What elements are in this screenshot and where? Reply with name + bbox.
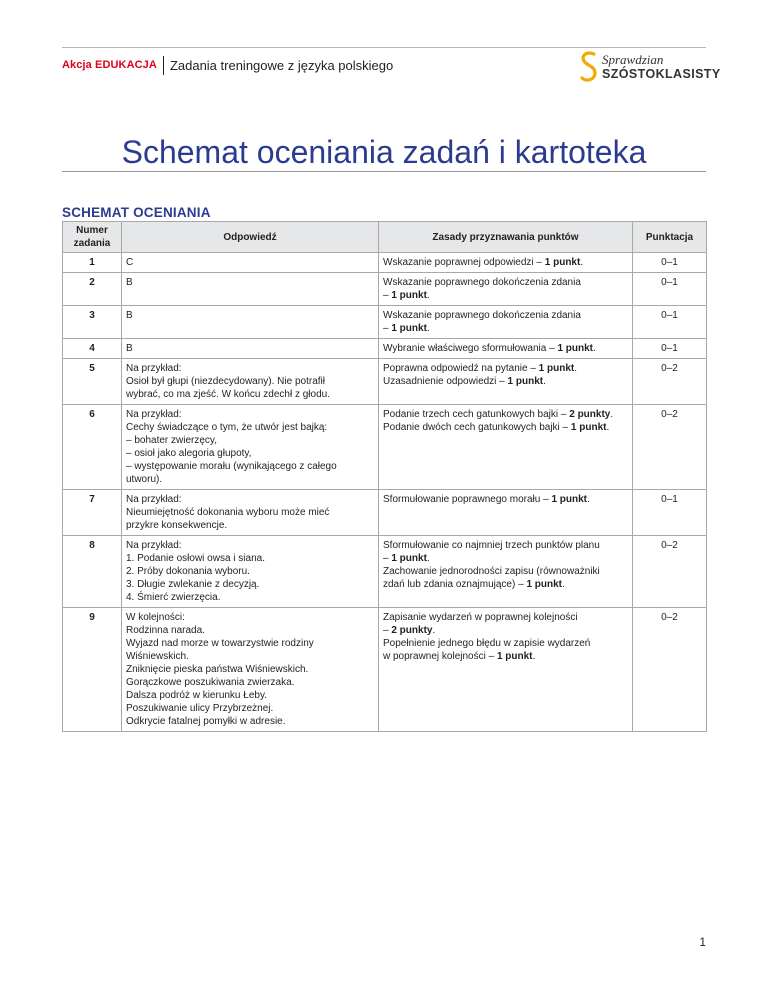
rule-line [383, 289, 628, 302]
rule-line [383, 565, 628, 578]
answer-cell [122, 608, 379, 732]
rules-cell [379, 405, 633, 490]
rule-points: 2 punkty [569, 409, 611, 420]
points-range: 0–2 [633, 608, 707, 732]
table-row [63, 253, 707, 273]
rules-cell [379, 306, 633, 339]
rule-points: 1 punkt [507, 376, 544, 387]
rule-points: 1 punkt [526, 579, 562, 590]
points-range: 0–2 [633, 359, 707, 405]
answer-line: Nieumiejętność dokonania wyboru może mieć [126, 507, 330, 518]
rule-line [383, 624, 628, 637]
rule-line [383, 342, 628, 355]
points-range: 0–1 [633, 490, 707, 536]
answer-line: 2. Próby dokonania wyboru. [126, 566, 250, 577]
rules-cell [379, 273, 633, 306]
answer-line: wybrać, co ma zjeść. W końcu zdechł z głodu. [126, 389, 330, 400]
answer-line: B [126, 277, 133, 288]
rule-text: Zachowanie jednorodności zapisu (równoważniki [383, 566, 600, 577]
table-row [63, 608, 707, 732]
answer-line: – występowanie morału (wynikającego z całego [126, 461, 337, 472]
page-number: 1 [699, 935, 706, 949]
rule-text: Wskazanie poprawnego dokończenia zdania [383, 310, 581, 321]
answer-line: Rodzinna narada. [126, 625, 205, 636]
rule-text: Sformułowanie co najmniej trzech punktów planu [383, 540, 600, 551]
header-answer: Odpowiedź [122, 222, 379, 253]
rule-text: – [383, 323, 392, 334]
header-rules: Zasady przyznawania punktów [379, 222, 633, 253]
answer-line: B [126, 343, 133, 354]
task-number: 2 [63, 273, 122, 306]
header-divider [163, 56, 164, 75]
answer-cell [122, 405, 379, 490]
points-range: 0–1 [633, 253, 707, 273]
task-number: 7 [63, 490, 122, 536]
rules-cell [379, 490, 633, 536]
answer-cell [122, 306, 379, 339]
answer-cell [122, 253, 379, 273]
rule-line [383, 650, 628, 663]
rule-text: – [383, 290, 392, 301]
points-range: 0–2 [633, 536, 707, 608]
answer-line: Gorączkowe poszukiwania zwierzaka. [126, 677, 295, 688]
answer-line: Osioł był głupi (niezdecydowany). Nie potrafił [126, 376, 325, 387]
rule-text: Wybranie właściwego sformułowania – [383, 343, 558, 354]
table-row [63, 306, 707, 339]
table-row [63, 359, 707, 405]
rule-text: Uzasadnienie odpowiedzi – [383, 376, 508, 387]
sprawdzian-logo [580, 50, 721, 84]
rule-text: Zapisanie wydarzeń w poprawnej kolejności [383, 612, 578, 623]
rule-text: Wskazanie poprawnego dokończenia zdania [383, 277, 581, 288]
points-range: 0–1 [633, 306, 707, 339]
points-range: 0–2 [633, 405, 707, 490]
rule-text: Wskazanie poprawnej odpowiedzi – [383, 257, 545, 268]
rule-punct: . [610, 409, 614, 420]
answer-line: Poszukiwanie ulicy Przybrzeżnej. [126, 703, 274, 714]
answer-line: Odkrycie fatalnej pomyłki w adresie. [126, 716, 286, 727]
task-number: 1 [63, 253, 122, 273]
rule-line [383, 421, 628, 434]
answer-line: C [126, 257, 134, 268]
table-header-row [63, 222, 707, 253]
section-heading: SCHEMAT OCENIANIA [62, 205, 211, 220]
rule-punct: . [426, 553, 430, 564]
table-row [63, 339, 707, 359]
rule-text: Popełnienie jednego błędu w zapisie wydarzeń [383, 638, 591, 649]
rule-line [383, 408, 628, 421]
table-row [63, 490, 707, 536]
rule-line [383, 539, 628, 552]
rule-line [383, 362, 628, 375]
answer-line: B [126, 310, 133, 321]
rule-line [383, 552, 628, 565]
rule-line [383, 578, 628, 591]
table-row [63, 273, 707, 306]
header-top-rule [62, 47, 706, 48]
rule-points: 1 punkt [570, 422, 607, 433]
rule-punct: . [562, 579, 565, 590]
scoring-table [62, 221, 707, 732]
logo-text-sprawdzian: Sprawdzian [602, 52, 664, 67]
rules-cell [379, 536, 633, 608]
answer-line: – osioł jako alegoria głupoty, [126, 448, 252, 459]
header-number: Numer zadania [63, 222, 122, 253]
answer-line: Dalsza podróż w kierunku Łeby. [126, 690, 267, 701]
rule-punct: . [606, 422, 610, 433]
answer-line: Na przykład: [126, 494, 182, 505]
header-points: Punktacja [633, 222, 707, 253]
answer-line: – bohater zwierzęcy, [126, 435, 217, 446]
rule-text: Sformułowanie poprawnego morału – [383, 494, 552, 505]
rules-cell [379, 608, 633, 732]
answer-cell [122, 339, 379, 359]
answer-line: Na przykład: [126, 363, 182, 374]
rule-points: 2 punkty [391, 625, 433, 636]
task-number: 3 [63, 306, 122, 339]
answer-line: utworu). [126, 474, 163, 485]
rule-points: 1 punkt [557, 343, 593, 354]
rule-text: – [383, 625, 392, 636]
header-subtitle: Zadania treningowe z języka polskiego [169, 57, 394, 73]
rule-text: – [383, 553, 392, 564]
rule-punct: . [580, 257, 584, 268]
rule-punct: . [432, 625, 436, 636]
rule-points: 1 punkt [551, 494, 587, 505]
running-header [62, 55, 393, 75]
answer-cell [122, 490, 379, 536]
rule-punct: . [532, 651, 536, 662]
answer-cell [122, 359, 379, 405]
rules-cell [379, 253, 633, 273]
table-row [63, 536, 707, 608]
logo-s-mark-icon [580, 50, 598, 84]
answer-line: Na przykład: [126, 409, 182, 420]
task-number: 9 [63, 608, 122, 732]
rule-line [383, 375, 628, 388]
rule-text: Podanie trzech cech gatunkowych bajki – [383, 409, 570, 420]
task-number: 4 [63, 339, 122, 359]
answer-line: Wyjazd nad morze w towarzystwie rodziny [126, 638, 314, 649]
rule-line [383, 309, 628, 322]
page-title: Schemat oceniania zadań i kartoteka [121, 134, 647, 170]
rule-points: 1 punkt [496, 651, 533, 662]
rule-line [383, 256, 628, 269]
rule-text: Poprawna odpowiedź na pytanie – [383, 363, 539, 374]
rule-points: 1 punkt [391, 553, 427, 564]
rule-line [383, 493, 628, 506]
answer-line: Cechy świadczące o tym, że utwór jest bajką: [126, 422, 328, 433]
rule-text: w poprawnej kolejności – [383, 651, 497, 662]
rule-punct: . [426, 323, 430, 334]
answer-line: 4. Śmierć zwierzęcia. [126, 592, 221, 603]
task-number: 5 [63, 359, 122, 405]
rules-cell [379, 339, 633, 359]
rule-punct: . [593, 343, 596, 354]
answer-cell [122, 536, 379, 608]
task-number: 8 [63, 536, 122, 608]
rule-line [383, 637, 628, 650]
rule-punct: . [574, 363, 578, 374]
akcja-edukacja-label: Akcja EDUKACJA [62, 59, 157, 71]
answer-line: Wiśniewskich. [126, 651, 189, 662]
rule-points: 1 punkt [538, 363, 575, 374]
logo-text-szostoklasisty: SZÓSTOKLASISTY [602, 67, 721, 81]
points-range: 0–1 [633, 339, 707, 359]
table-row [63, 405, 707, 490]
rules-cell [379, 359, 633, 405]
answer-line: Zniknięcie pieska państwa Wiśniewskich. [126, 664, 309, 675]
rule-line [383, 611, 628, 624]
answer-cell [122, 273, 379, 306]
rule-points: 1 punkt [544, 257, 581, 268]
rule-punct: . [543, 376, 546, 387]
points-range: 0–1 [633, 273, 707, 306]
answer-line: W kolejności: [126, 612, 185, 623]
rule-text: zdań lub zdania oznajmujące) – [383, 579, 527, 590]
rule-points: 1 punkt [391, 290, 427, 301]
answer-line: 1. Podanie osłowi owsa i siana. [126, 553, 265, 564]
answer-line: Na przykład: [126, 540, 182, 551]
rule-punct: . [426, 290, 430, 301]
task-number: 6 [63, 405, 122, 490]
title-rule [62, 171, 706, 172]
rule-line [383, 322, 628, 335]
rule-line [383, 276, 628, 289]
rule-punct: . [587, 494, 590, 505]
answer-line: przykre konsekwencje. [126, 520, 228, 531]
answer-line: 3. Długie zwlekanie z decyzją. [126, 579, 260, 590]
rule-points: 1 punkt [391, 323, 427, 334]
rule-text: Podanie dwóch cech gatunkowych bajki – [383, 422, 571, 433]
